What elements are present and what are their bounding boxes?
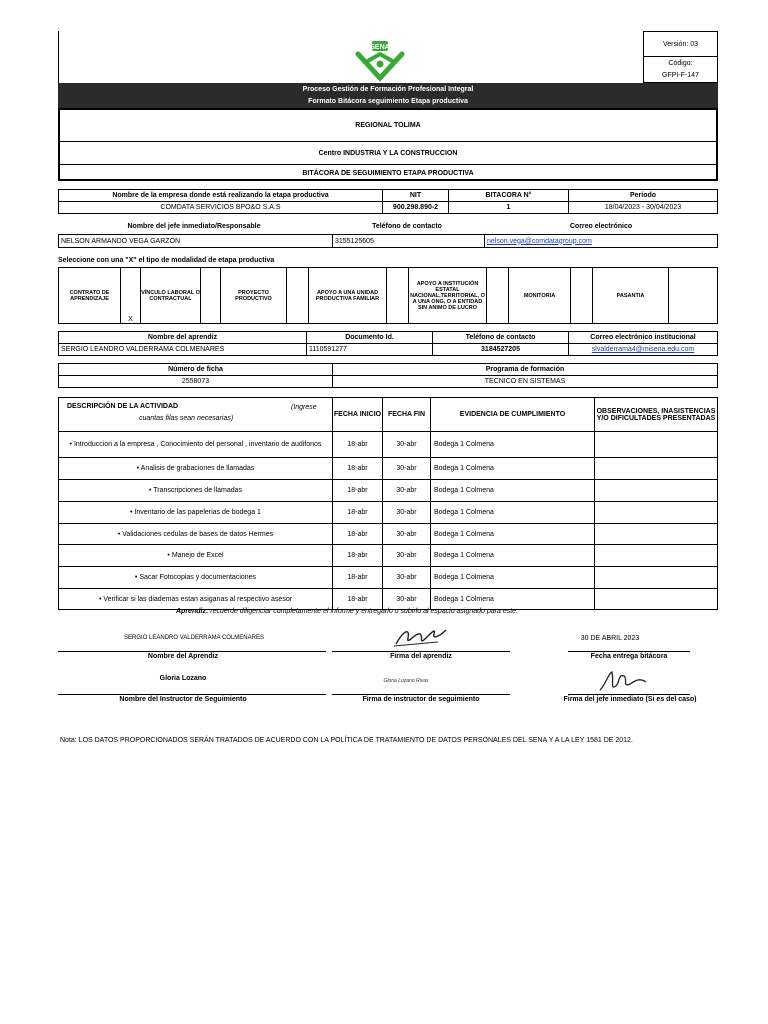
activity-evidence: Bodega 1 Colmena — [431, 458, 595, 480]
company-name-header: Nombre de la empresa donde está realizando la etapa productiva — [59, 190, 383, 202]
apprentice-name: SERGIO LEANDRO VALDERRAMA COLMENARES — [59, 344, 307, 356]
apprentice-name-value: SERGIO LEANDRO VALDERRAMA COLMENARES — [124, 635, 264, 641]
activity-end: 30-abr — [383, 458, 431, 480]
boss-signature-icon — [596, 668, 652, 694]
activities-table — [58, 397, 718, 610]
label-boss-sign: Firma del jefe inmediato (Si es del caso) — [563, 696, 697, 703]
nit-header: NIT — [383, 190, 449, 202]
activity-desc: • Validaciones cedulas de bases de datos Hermes — [59, 524, 333, 545]
line-boss-sign — [568, 694, 690, 695]
modality-option: PROYECTO PRODUCTIVO — [221, 268, 287, 324]
period-value: 18/04/2023 - 30/04/2023 — [569, 202, 718, 214]
modality-option: APOYO A UNA UNIDAD PRODUCTIVA FAMILIAR — [309, 268, 387, 324]
activity-desc: • Inventario de las papelerias de bodega 1 — [59, 502, 333, 524]
modality-mark[interactable] — [487, 268, 509, 324]
apprentice-signature — [390, 624, 450, 652]
bitacora-number: 1 — [449, 202, 569, 214]
modality-mark[interactable] — [287, 268, 309, 324]
activity-start: 18-abr — [333, 502, 383, 524]
activity-desc-header: DESCRIPCIÓN DE LA ACTIVIDAD — [67, 403, 179, 410]
activity-desc-note2: cuantas filas sean necesarias) — [139, 415, 234, 422]
label-delivery: Fecha entrega bitácora — [590, 653, 668, 660]
apprentice-phone: 3184527205 — [433, 344, 569, 356]
activity-evidence: Bodega 1 Colmena — [431, 589, 595, 610]
apprentice-name-header: Nombre del aprendiz — [59, 332, 307, 344]
boss-email-header: Correo electrónico — [569, 223, 633, 230]
start-date-header: FECHA INICIO — [333, 398, 383, 432]
modality-option: MONITORIA — [509, 268, 571, 324]
activity-row — [59, 589, 718, 610]
process-title: Proceso Gestión de Formación Profesional Integral — [302, 85, 474, 93]
activity-start: 18-abr — [333, 432, 383, 458]
activity-desc-header-cell — [59, 398, 333, 432]
boss-phone-header: Teléfono de contacto — [372, 223, 442, 230]
activity-start: 18-abr — [333, 545, 383, 567]
program-table — [58, 363, 718, 388]
activity-obs — [595, 480, 718, 502]
activity-start: 18-abr — [333, 480, 383, 502]
boss-table — [58, 234, 718, 248]
modality-option: VÍNCULO LABORAL O CONTRACTUAL — [141, 268, 201, 324]
sena-logo — [352, 38, 408, 82]
instructor-name: Gloria Lozano — [159, 675, 207, 682]
modality-mark[interactable]: X — [121, 268, 141, 324]
company-table — [58, 189, 718, 214]
activity-desc: • Manejo de Excel — [59, 545, 333, 567]
modality-option: CONTRATO DE APRENDIZAJE — [59, 268, 121, 324]
modality-mark[interactable] — [201, 268, 221, 324]
activity-start: 18-abr — [333, 458, 383, 480]
line-instructor-name — [58, 694, 326, 695]
activity-row — [59, 545, 718, 567]
boss-phone: 3155125605 — [333, 235, 485, 248]
apprentice-email-header: Correo electrónico institucional — [569, 332, 718, 344]
evidence-header: EVIDENCIA DE CUMPLIMIENTO — [431, 398, 595, 432]
activity-end: 30-abr — [383, 567, 431, 589]
activity-start: 18-abr — [333, 589, 383, 610]
line-apprentice-sign — [332, 651, 510, 652]
activity-desc: • Analisis de grabaciones de llamadas — [59, 458, 333, 480]
activity-obs — [595, 567, 718, 589]
boss-name-header: Nombre del jefe inmediato/Responsable — [127, 223, 261, 230]
modality-instruction: Seleccione con una "X" el tipo de modalidad de etapa productiva — [58, 257, 275, 264]
label-instructor-name: Nombre del Instructor de Seguimiento — [119, 696, 247, 703]
activity-row — [59, 480, 718, 502]
center-info — [58, 108, 718, 181]
activity-obs — [595, 545, 718, 567]
activity-obs — [595, 502, 718, 524]
activity-desc-note1: (Ingrese — [291, 404, 317, 411]
bitacora-title: BITÁCORA DE SEGUIMIENTO ETAPA PRODUCTIVA — [302, 169, 474, 177]
activity-end: 30-abr — [383, 480, 431, 502]
regional-label: REGIONAL TOLIMA — [60, 110, 716, 142]
code-label: Código: — [668, 59, 693, 67]
apprentice-email-link[interactable]: slvalderrama4@misena.edu.com — [591, 346, 695, 353]
activity-row — [59, 432, 718, 458]
activity-evidence: Bodega 1 Colmena — [431, 545, 595, 567]
apprentice-doc-header: Documento Id. — [307, 332, 433, 344]
apprentice-phone-header: Teléfono de contacto — [433, 332, 569, 344]
format-title: Formato Bitácora seguimiento Etapa productiva — [308, 97, 468, 105]
line-instructor-sign — [332, 694, 510, 695]
label-apprentice-name: Nombre del Aprendiz — [147, 653, 219, 660]
activity-evidence: Bodega 1 Colmena — [431, 502, 595, 524]
modality-option: APOYO A INSTITUCIÓN ESTATAL NACIONAL,TERRITORIAL, O A UNA ONG, O A ENTIDAD SIN ANIMO DE LUCRO — [409, 268, 487, 324]
activity-desc: • Sacar Fotocopias y documentaciones — [59, 567, 333, 589]
activity-row — [59, 502, 718, 524]
activity-end: 30-abr — [383, 589, 431, 610]
reminder-text: recuerde diligenciar completamente el informe y entregarlo o subirlo al espacio asignado para este. — [210, 608, 519, 615]
modality-mark[interactable] — [669, 268, 718, 324]
activity-start: 18-abr — [333, 524, 383, 545]
instructor-signature: Gloria Lozano Rivas — [383, 678, 429, 684]
activity-obs — [595, 524, 718, 545]
label-instructor-sign: Firma de instructor de seguimiento — [362, 696, 480, 703]
logo-text: SENA — [370, 44, 390, 51]
modality-mark[interactable] — [571, 268, 593, 324]
version-label: Versión: 03 — [644, 32, 717, 57]
apprentice-signature-icon — [390, 624, 450, 652]
activity-obs — [595, 458, 718, 480]
nit-value: 900.298.890-2 — [383, 202, 449, 214]
activity-end: 30-abr — [383, 502, 431, 524]
boss-email-link[interactable]: nelson.vega@comdatagroup.com — [487, 237, 592, 245]
reminder-label: Aprendiz: — [176, 608, 209, 615]
process-title-bar — [58, 83, 718, 108]
activity-end: 30-abr — [383, 545, 431, 567]
activity-evidence: Bodega 1 Colmena — [431, 524, 595, 545]
program-value: TECNICO EN SISTEMAS — [333, 376, 718, 388]
bitacora-number-header: BITACORA N° — [449, 190, 569, 202]
line-delivery — [568, 651, 690, 652]
activity-evidence: Bodega 1 Colmena — [431, 432, 595, 458]
privacy-note: Nota: LOS DATOS PROPORCIONADOS SERÁN TRATADOS DE ACUERDO CON LA POLÍTICA DE TRATAMIENTO DE DATOS PERSONALES DEL SENA Y A LA LEY 1581 DE 2012. — [60, 737, 633, 744]
apprentice-doc: 1110591277 — [307, 344, 433, 356]
activity-start: 18-abr — [333, 567, 383, 589]
activity-end: 30-abr — [383, 524, 431, 545]
activity-row — [59, 524, 718, 545]
activity-row — [59, 458, 718, 480]
activity-desc: • Transcripciones de llamadas — [59, 480, 333, 502]
activity-end: 30-abr — [383, 432, 431, 458]
activity-desc: • Verificar si las diademas estan asiganas al respectivo asesor — [59, 589, 333, 610]
observations-header: OBSERVACIONES, INASISTENCIAS Y/O DIFICULTADES PRESENTADAS — [595, 398, 718, 432]
modality-mark[interactable] — [387, 268, 409, 324]
activity-row — [59, 567, 718, 589]
ficha-value: 2558073 — [59, 376, 333, 388]
activity-evidence: Bodega 1 Colmena — [431, 567, 595, 589]
modality-option: PASANTIA — [593, 268, 669, 324]
line-apprentice-name — [58, 651, 326, 652]
delivery-date: 30 DE ABRIL 2023 — [580, 635, 640, 642]
period-header: Período — [569, 190, 718, 202]
activity-evidence: Bodega 1 Colmena — [431, 480, 595, 502]
end-date-header: FECHA FIN — [383, 398, 431, 432]
company-name: COMDATA SERVICIOS BPO&O S.A.S — [59, 202, 383, 214]
program-header: Programa de formación — [333, 364, 718, 376]
apprentice-table — [58, 331, 718, 356]
reminder — [176, 608, 736, 615]
centro-label: Centro INDUSTRIA Y LA CONSTRUCCION — [60, 142, 716, 165]
activity-obs — [595, 589, 718, 610]
code-value: GFPI-F-147 — [662, 71, 699, 79]
boss-name: NELSON ARMANDO VEGA GARZON — [59, 235, 333, 248]
sena-logo-icon — [352, 38, 408, 82]
activity-desc: • Introduccion a la empresa , Conocimiento del personal , inventario de audifonos — [59, 432, 333, 458]
label-apprentice-sign: Firma del aprendiz — [390, 653, 452, 660]
version-box — [643, 31, 718, 83]
activity-obs — [595, 432, 718, 458]
ficha-header: Número de ficha — [59, 364, 333, 376]
boss-signature — [596, 668, 652, 694]
modality-table — [58, 267, 718, 324]
